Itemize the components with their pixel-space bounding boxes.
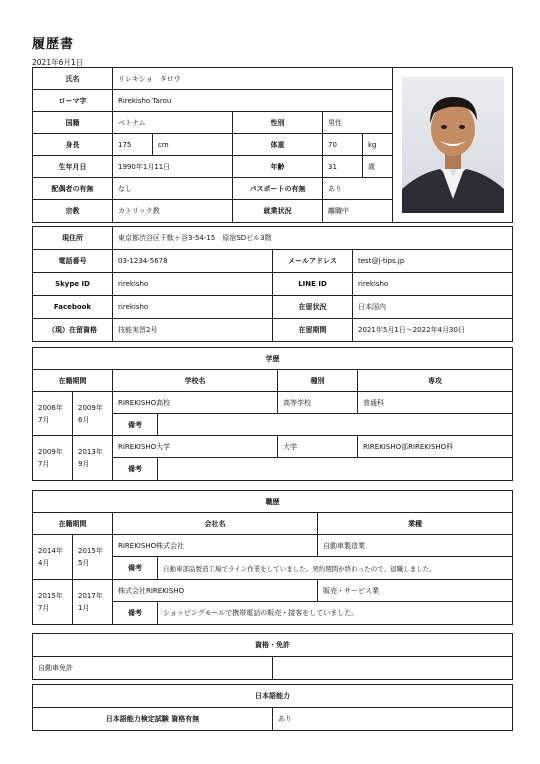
gender-label: 性別 [233, 112, 323, 134]
education-major: RIREKISHO部RIREKISHO科 [358, 436, 513, 458]
profile-table [32, 67, 513, 223]
work-start: 2015年 7月 [33, 580, 73, 625]
education-note [158, 414, 513, 436]
education-start: 2006年 7月 [33, 392, 73, 436]
line-value: rirekisho [353, 273, 513, 296]
education-major: 普通科 [358, 392, 513, 414]
work-table [32, 490, 513, 625]
licenses-table [32, 633, 513, 680]
skype-value: rirekisho [113, 273, 273, 296]
work-note: 自動車部品製造工場でライン作業をしていました。契約期間が終わったので、退職しました。 [158, 557, 513, 580]
age-value: 31 [323, 156, 363, 178]
passport-label: パスポートの有無 [233, 178, 323, 200]
skype-label: Skype ID [33, 273, 113, 296]
address-label: 現住所 [33, 227, 113, 250]
table-row [33, 436, 513, 458]
work-start: 2014年 4月 [33, 535, 73, 580]
page-title: 履歴書 [32, 37, 75, 52]
photo-cell [393, 68, 513, 223]
facebook-label: Facebook [33, 296, 113, 319]
visa-status-label: （現）在留資格 [33, 319, 113, 342]
japanese-table [32, 684, 513, 731]
education-col-school: 学校名 [113, 370, 278, 392]
profile-photo [402, 77, 504, 213]
work-end: 2015年 5月 [73, 535, 113, 580]
japanese-title: 日本語能力 [33, 685, 513, 708]
birth-label: 生年月日 [33, 156, 113, 178]
email-value: test@j-tips.jp [353, 250, 513, 273]
phone-value: 03-1234-5678 [113, 250, 273, 273]
work-company: 株式会社RIREKISHO [113, 580, 318, 602]
residence-period-label: 在留期間 [273, 319, 353, 342]
nationality-label: 国籍 [33, 112, 113, 134]
employment-label: 就業状況 [233, 200, 323, 223]
passport-value: あり [323, 178, 393, 200]
residence-period-value: 2021年5月1日〜2022年4月30日 [353, 319, 513, 342]
age-unit: 歳 [363, 156, 393, 178]
education-start: 2009年 7月 [33, 436, 73, 481]
spouse-value: なし [113, 178, 233, 200]
work-title: 職歴 [33, 491, 513, 513]
education-type: 大学 [278, 436, 358, 458]
gender-value: 男性 [323, 112, 393, 134]
table-row [33, 580, 513, 602]
document-date: 2021年6月1日 [32, 58, 84, 67]
education-type: 高等学校 [278, 392, 358, 414]
weight-label: 体重 [233, 134, 323, 156]
work-col-period: 在籍期間 [33, 513, 113, 535]
employment-value: 離職中 [323, 200, 393, 223]
address-value: 東京都渋谷区千駄ヶ谷3-54-15 原宿SDビル3階 [113, 227, 513, 250]
work-company: RIREKISHO株式会社 [113, 535, 318, 557]
work-end: 2017年 1月 [73, 580, 113, 625]
work-col-company: 会社名 [113, 513, 318, 535]
work-note-label: 備考 [113, 602, 158, 625]
name-label: 氏名 [33, 68, 113, 90]
nationality-value: ベトナム [113, 112, 233, 134]
visa-status-value: 技能実習2号 [113, 319, 273, 342]
table-row [33, 535, 513, 557]
licenses-title: 資格・免許 [33, 634, 513, 657]
education-end: 2009年 6月 [73, 392, 113, 436]
phone-label: 電話番号 [33, 250, 113, 273]
education-end: 2013年 9月 [73, 436, 113, 481]
work-note: ショッピングモールで携帯電話の販売・接客をしていました。 [158, 602, 513, 625]
education-school: RIREKISHO大学 [113, 436, 278, 458]
email-label: メールアドレス [273, 250, 353, 273]
work-industry: 自動車製造業 [318, 535, 513, 557]
romaji-label: ローマ字 [33, 90, 113, 112]
contact-table [32, 226, 513, 342]
education-note-label: 備考 [113, 458, 158, 481]
japanese-value: あり [273, 708, 513, 731]
work-col-industry: 業種 [318, 513, 513, 535]
facebook-value: rirekisho [113, 296, 273, 319]
residence-value: 日本国内 [353, 296, 513, 319]
height-unit: cm [153, 134, 233, 156]
education-col-type: 種別 [278, 370, 358, 392]
height-label: 身長 [33, 134, 113, 156]
religion-label: 宗教 [33, 200, 113, 223]
birth-value: 1990年1月11日 [113, 156, 233, 178]
education-title: 学歴 [33, 348, 513, 370]
education-note-label: 備考 [113, 414, 158, 436]
education-note [158, 458, 513, 481]
residence-label: 在留状況 [273, 296, 353, 319]
table-row [33, 392, 513, 414]
work-industry: 販売・サービス業 [318, 580, 513, 602]
weight-value: 70 [323, 134, 363, 156]
japanese-label: 日本語能力検定試験 資格有無 [33, 708, 273, 731]
license-item: 自動車免許 [33, 657, 273, 680]
height-value: 175 [113, 134, 153, 156]
weight-unit: kg [363, 134, 393, 156]
romaji-value: Rirekisho Tarou [113, 90, 393, 112]
work-note-label: 備考 [113, 557, 158, 580]
spouse-label: 配偶者の有無 [33, 178, 113, 200]
license-value [273, 657, 513, 680]
education-col-major: 専攻 [358, 370, 513, 392]
education-table [32, 347, 513, 481]
name-value: リレキショ タロウ [113, 68, 393, 90]
religion-value: カトリック教 [113, 200, 233, 223]
line-label: LINE ID [273, 273, 353, 296]
age-label: 年齢 [233, 156, 323, 178]
education-school: RIREKISHO高校 [113, 392, 278, 414]
education-col-period: 在籍期間 [33, 370, 113, 392]
